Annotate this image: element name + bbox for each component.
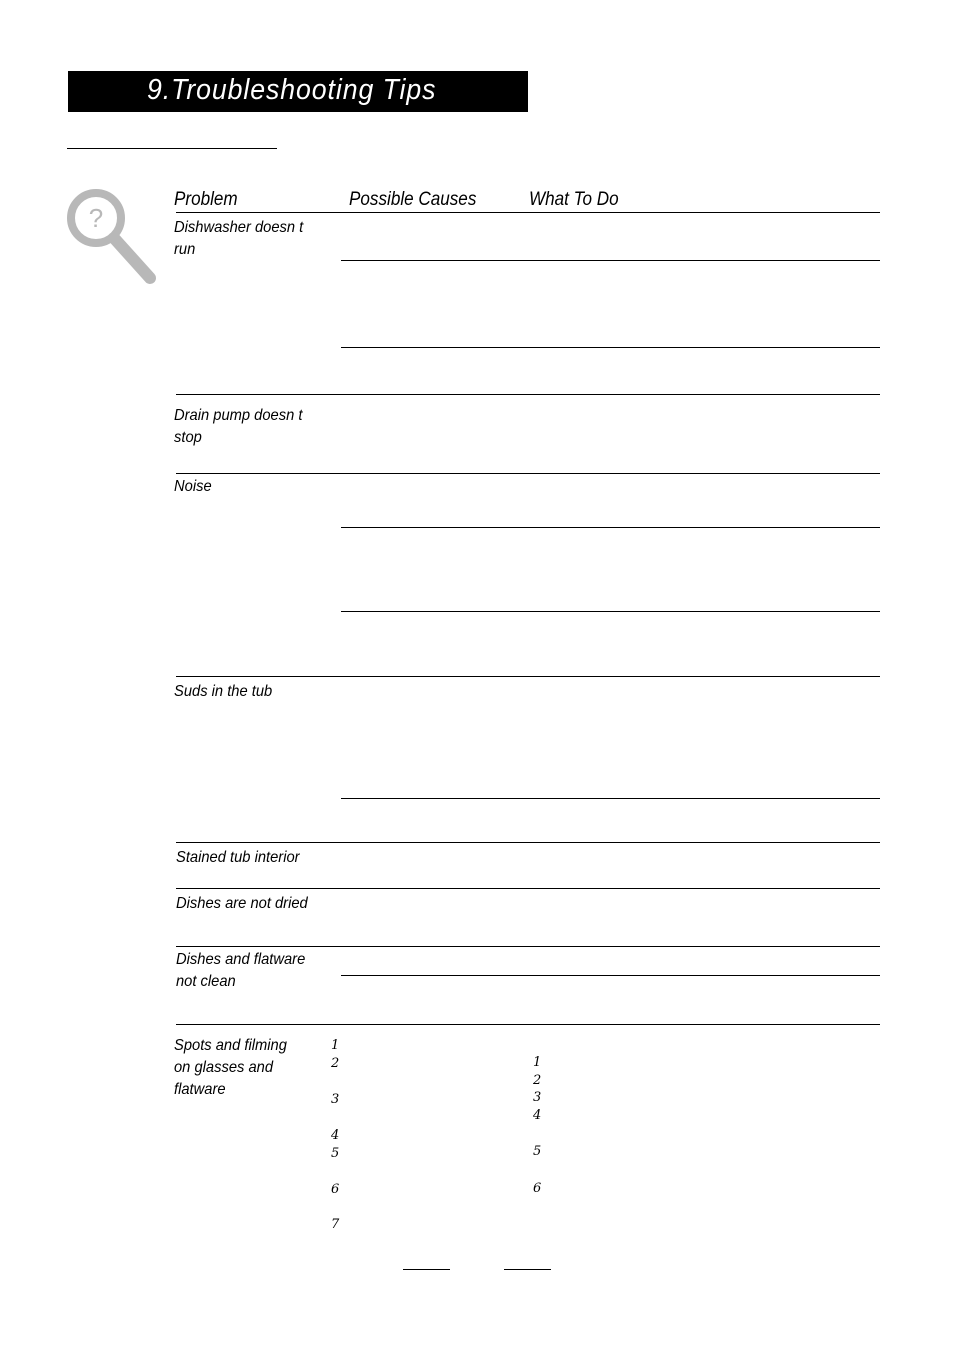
row-divider (341, 260, 880, 261)
problem-spots-and-filming: Spots and filming on glasses and flatware (174, 1037, 287, 1098)
cause-number: 5 (331, 1146, 340, 1161)
question-magnifier-icon (64, 186, 160, 286)
section-divider (176, 1024, 880, 1025)
cause-number: 4 (331, 1128, 340, 1143)
todo-number: 2 (533, 1073, 542, 1088)
cause-number: 3 (331, 1092, 340, 1107)
header-possible-causes: Possible Causes (349, 189, 477, 210)
section-divider (176, 888, 880, 889)
todo-number: 3 (533, 1090, 542, 1105)
cause-number: 7 (331, 1217, 340, 1232)
row-divider (341, 347, 880, 348)
row-divider (341, 798, 880, 799)
cause-number: 6 (331, 1182, 340, 1197)
section-divider (176, 473, 880, 474)
problem-stained-tub-interior: Stained tub interior (176, 849, 300, 866)
header-rule (176, 212, 880, 213)
section-divider (176, 946, 880, 947)
row-divider (341, 527, 880, 528)
header-problem: Problem (174, 189, 238, 210)
problem-noise: Noise (174, 478, 212, 495)
section-divider (176, 676, 880, 677)
todo-number: 1 (533, 1055, 542, 1070)
problem-suds-in-tub: Suds in the tub (174, 683, 273, 700)
todo-number: 4 (533, 1108, 542, 1123)
header-what-to-do: What To Do (529, 189, 619, 210)
title-underline (67, 148, 277, 149)
row-divider (341, 611, 880, 612)
problem-dishes-not-dried: Dishes are not dried (176, 895, 308, 912)
row-divider (341, 975, 880, 976)
section-divider (176, 394, 880, 395)
todo-number: 5 (533, 1144, 542, 1159)
problem-dishes-flatware-not-clean: Dishes and flatware not clean (176, 951, 306, 990)
section-divider (176, 842, 880, 843)
footer-rule (504, 1269, 551, 1270)
cause-number: 1 (331, 1038, 340, 1053)
problem-drain-pump-doesnt-stop: Drain pump doesn t stop (174, 407, 303, 446)
cause-number: 2 (331, 1056, 340, 1071)
page-title: 9.Troubleshooting Tips (147, 74, 437, 106)
todo-number: 6 (533, 1181, 542, 1196)
footer-rule (403, 1269, 450, 1270)
problem-dishwasher-doesnt-run: Dishwasher doesn t run (174, 219, 304, 258)
svg-text:?: ? (88, 203, 104, 233)
